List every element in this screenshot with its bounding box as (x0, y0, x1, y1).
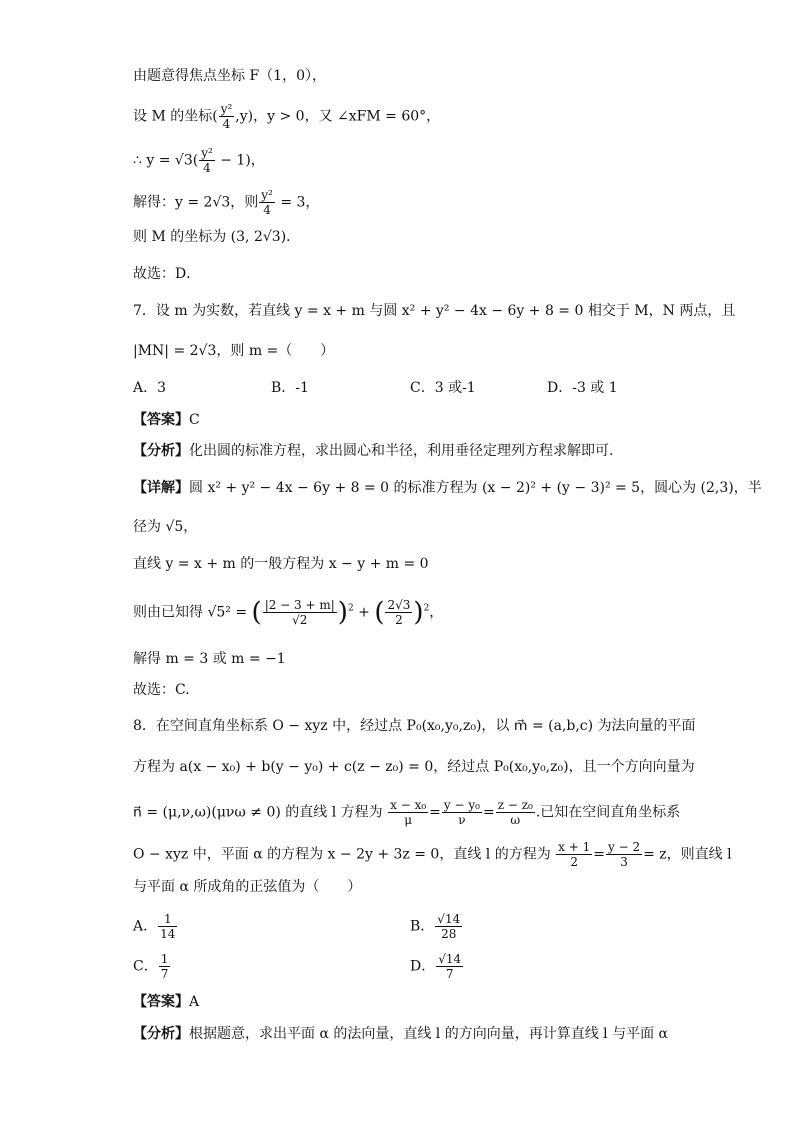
answer-tag: 【答案】 (133, 994, 189, 1010)
q7-stem-2: |MN| = 2√3，则 m =（ ） (133, 343, 335, 359)
sol6-line-3: ∴ y = √3( $\frac{\text{y²}}{4}$ − 1)， (133, 146, 265, 175)
fraction: $\frac{2√3}{2}$ (387, 598, 411, 627)
fraction: $\frac{\text{y²}}{4}$ (261, 188, 273, 217)
q7-option-d: D．-3 或 1 (547, 380, 618, 396)
sol6-line-6: 故选：D． (133, 266, 201, 282)
q8-line-1: 8．在空间直角坐标系 O − xyz 中，经过点 P₀(x₀,y₀,z₀)，以 m⃗ = (a,b,c) 为法向量的平面 (133, 718, 696, 734)
sol6-line-1: 由题意得焦点坐标 F（1，0）， (133, 68, 326, 84)
sol6-line-2: 设 M 的坐标( $\frac{\text{y²}}{4}$ ,y)，y > 0，又 ∠xFM = 60°， (133, 102, 441, 131)
fraction: $\frac{\text{y − y₀}}{\nu}$ (443, 798, 480, 827)
q8-option-b: B． $\frac{√14}{28}$ (410, 912, 461, 941)
q7-detail-5: 解得 m = 3 或 m = −1 (133, 651, 286, 667)
q8-line-2: 方程为 a(x − x₀) + b(y − y₀) + c(z − z₀) = 0，经过点 P₀(x₀,y₀,z₀)，且一个方向向量为 (133, 759, 695, 775)
analysis-tag: 【分析】 (133, 443, 189, 459)
fraction: $\frac{√14}{28}$ (437, 912, 461, 941)
q8-line-5: 与平面 α 所成角的正弦值为（ ） (133, 879, 362, 895)
fraction: $\frac{√14}{7}$ (438, 952, 462, 981)
q7-option-a: A．3 (133, 380, 167, 396)
q8-option-d: D． $\frac{√14}{7}$ (410, 952, 462, 981)
q7-detail-4: 则由已知得 √5² = ( $\frac{|2 - 3 + m|}{√2}$ )$^2$ + ( $\frac{2√3}{2}$ )$^2$， (133, 597, 444, 628)
sol6-line-5: 则 M 的坐标为 (3, 2√3)． (133, 229, 301, 245)
fraction: $\frac{\text{y²}}{4}$ (220, 102, 233, 131)
fraction: $\frac{y - 2}{3}$ (608, 840, 641, 869)
q7-answer: 【答案】C (133, 412, 200, 428)
q7-option-b: B．-1 (271, 380, 309, 396)
q7-option-c: C．3 或-1 (410, 380, 476, 396)
q8-analysis: 【分析】根据题意，求出平面 α 的法向量，直线 l 的方向向量，再计算直线 l 与平面 α (133, 1026, 669, 1042)
q7-detail-2: 径为 √5， (133, 519, 198, 535)
fraction: $\frac{1}{14}$ (160, 912, 176, 941)
fraction: $\frac{1}{7}$ (160, 952, 169, 981)
fraction: $\frac{\text{y²}}{4}$ (201, 146, 213, 175)
q7-stem-1: 7．设 m 为实数，若直线 y = x + m 与圆 x² + y² − 4x − 6y + 8 = 0 相交于 M，N 两点，且 (133, 303, 736, 319)
fraction: $\frac{\text{x − x₀}}{\mu}$ (390, 798, 427, 827)
answer-tag: 【答案】 (133, 412, 189, 428)
sol6-line-4: 解得：y = 2√3，则 $\frac{\text{y²}}{4}$ = 3， (133, 188, 320, 217)
q7-detail-6: 故选：C. (133, 682, 190, 698)
q8-answer: 【答案】A (133, 994, 200, 1010)
fraction: $\frac{x + 1}{2}$ (558, 840, 591, 869)
q7-analysis: 【分析】化出圆的标准方程，求出圆心和半径，利用垂径定理列方程求解即可. (133, 443, 614, 459)
q7-detail-3: 直线 y = x + m 的一般方程为 x − y + m = 0 (133, 556, 429, 572)
q8-line-4: O − xyz 中，平面 α 的方程为 x − 2y + 3z = 0，直线 l 的方程为 $\frac{x + 1}{2}$ = $\frac{y - 2}{3}$ = z，则直线 l (133, 840, 732, 869)
q8-option-a: A． $\frac{1}{14}$ (133, 912, 176, 941)
q8-option-c: C． $\frac{1}{7}$ (133, 952, 169, 981)
fraction: $\frac{\text{z − z₀}}{\omega}$ (497, 798, 533, 827)
q8-line-3: n⃗ = (μ,ν,ω)(μνω ≠ 0) 的直线 l 方程为 $\frac{\text{x − x₀}}{\mu}$ = $\frac{\text{y − y₀}}{\nu}$ = $\frac{\text{z − z₀}}{\omega}$ .已知在空间直角坐标系 (133, 798, 681, 827)
fraction: $\frac{|2 - 3 + m|}{√2}$ (264, 598, 335, 627)
q7-detail-1: 【详解】圆 x² + y² − 4x − 6y + 8 = 0 的标准方程为 (x − 2)² + (y − 3)² = 5，圆心为 (2,3)，半 (133, 480, 762, 496)
analysis-tag: 【分析】 (133, 1026, 189, 1042)
detail-tag: 【详解】 (133, 480, 189, 496)
